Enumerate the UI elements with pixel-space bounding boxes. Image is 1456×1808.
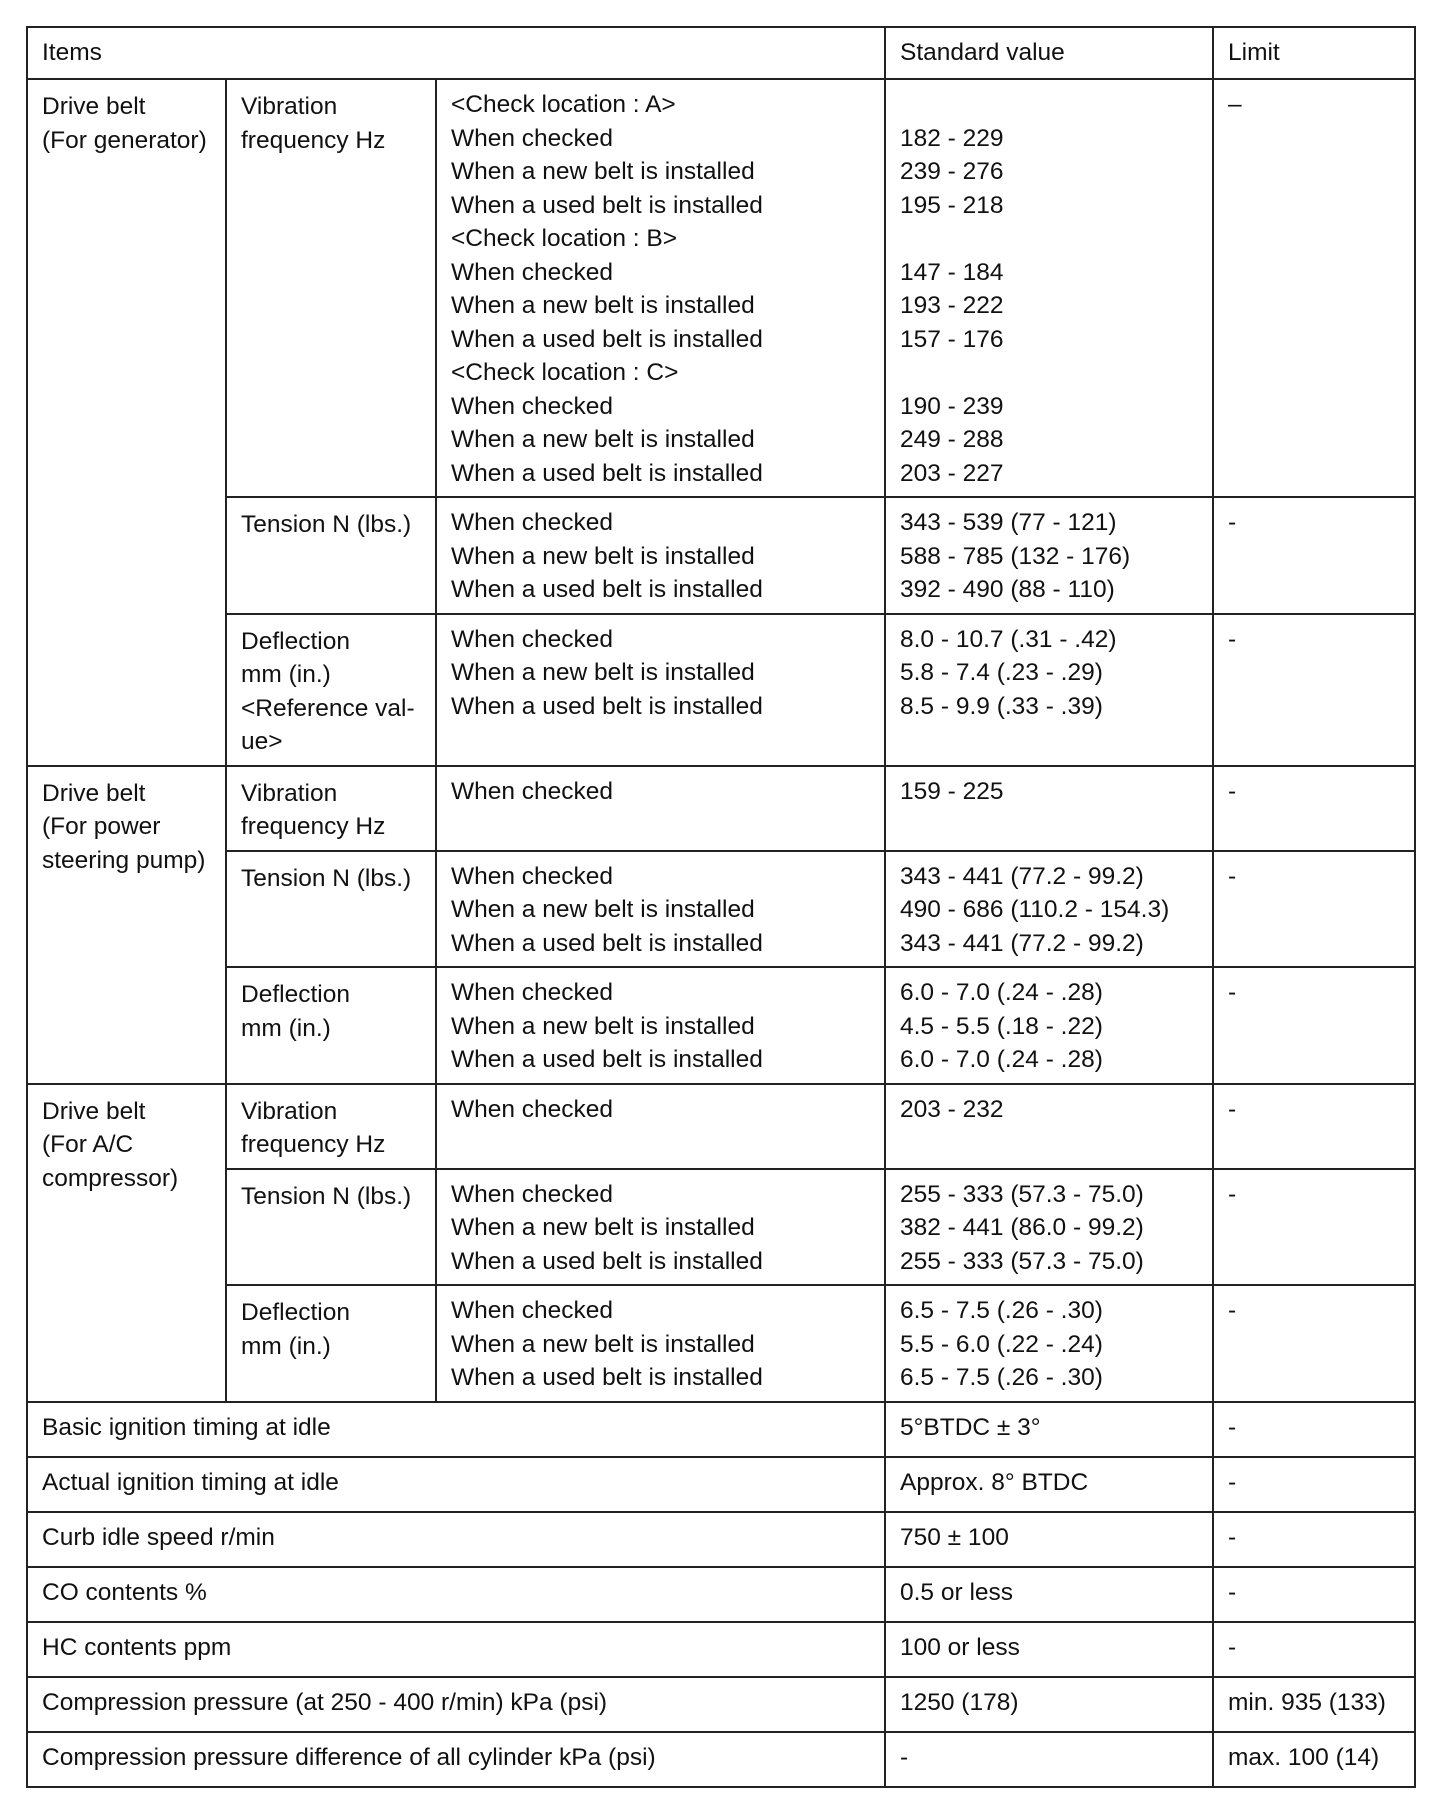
condition-text: When a used belt is installed bbox=[451, 1364, 763, 1391]
standard-value: 343 - 441 (77.2 - 99.2) bbox=[900, 929, 1144, 957]
condition-text: When checked bbox=[451, 392, 614, 420]
limit-value: max. 100 (14) bbox=[1213, 1732, 1415, 1787]
standard-value: 6.0 - 7.0 (.24 - .28) bbox=[900, 979, 1103, 1006]
parameter-name: Deflection mm (in.) bbox=[226, 1285, 436, 1402]
standard-value: 6.0 - 7.0 (.24 - .28) bbox=[900, 1046, 1103, 1073]
condition-text: When checked bbox=[451, 625, 614, 653]
standard-value-list bbox=[885, 79, 1213, 497]
standard-value: 8.0 - 10.7 (.31 - .42) bbox=[900, 625, 1117, 653]
limit-value: - bbox=[1213, 497, 1415, 614]
standard-value: 100 or less bbox=[885, 1622, 1213, 1677]
standard-value-list bbox=[885, 1084, 1213, 1169]
spec-row bbox=[27, 1622, 1415, 1677]
standard-value: 343 - 441 (77.2 - 99.2) bbox=[900, 862, 1144, 890]
parameter-name: Tension N (lbs.) bbox=[226, 851, 436, 968]
standard-value-list bbox=[885, 967, 1213, 1084]
condition-text: When checked bbox=[451, 777, 614, 805]
standard-value: 203 - 227 bbox=[900, 459, 1004, 487]
standard-value: 750 ± 100 bbox=[885, 1512, 1213, 1567]
condition-list bbox=[436, 497, 885, 614]
standard-value-list bbox=[885, 851, 1213, 968]
standard-value: 147 - 184 bbox=[900, 258, 1004, 286]
condition-text: When checked bbox=[451, 862, 614, 890]
standard-value: 255 - 333 (57.3 - 75.0) bbox=[900, 1247, 1144, 1275]
parameter-name: Tension N (lbs.) bbox=[226, 1169, 436, 1286]
standard-value bbox=[900, 88, 1198, 122]
condition-text: When a used belt is installed bbox=[451, 191, 763, 219]
standard-value: 5°BTDC ± 3° bbox=[885, 1402, 1213, 1457]
standard-value: 255 - 333 (57.3 - 75.0) bbox=[900, 1180, 1144, 1208]
condition-list bbox=[436, 1169, 885, 1286]
condition-text: When a used belt is installed bbox=[451, 576, 763, 603]
limit-value: - bbox=[1213, 766, 1415, 851]
condition-text: <Check location : C> bbox=[451, 359, 679, 386]
spec-row bbox=[27, 1285, 1415, 1402]
standard-value: 1250 (178) bbox=[885, 1677, 1213, 1732]
spec-table-body bbox=[27, 27, 1415, 1787]
item-name: Drive belt (For A/C compressor) bbox=[27, 1084, 226, 1402]
spec-row bbox=[27, 1457, 1415, 1512]
parameter-name: Vibration frequency Hz bbox=[226, 79, 436, 497]
standard-value: 239 - 276 bbox=[900, 158, 1004, 185]
limit-value: – bbox=[1213, 79, 1415, 497]
standard-value: 4.5 - 5.5 (.18 - .22) bbox=[900, 1012, 1103, 1040]
parameter-name: Deflection mm (in.) <Reference val- ue> bbox=[226, 614, 436, 766]
condition-text: When checked bbox=[451, 979, 614, 1006]
spec-table bbox=[26, 26, 1416, 1788]
condition-text: When a new belt is installed bbox=[451, 1330, 755, 1358]
standard-value: 392 - 490 (88 - 110) bbox=[900, 576, 1115, 603]
condition-text: When a used belt is installed bbox=[451, 1046, 763, 1073]
limit-value: - bbox=[1213, 1512, 1415, 1567]
limit-value: min. 935 (133) bbox=[1213, 1677, 1415, 1732]
spec-row bbox=[27, 1677, 1415, 1732]
condition-list bbox=[436, 614, 885, 766]
spec-row bbox=[27, 967, 1415, 1084]
standard-value-list bbox=[885, 497, 1213, 614]
standard-value: 6.5 - 7.5 (.26 - .30) bbox=[900, 1364, 1103, 1391]
condition-text: When a used belt is installed bbox=[451, 459, 763, 487]
condition-text: When a used belt is installed bbox=[451, 325, 763, 353]
standard-value-list bbox=[885, 614, 1213, 766]
standard-value: 6.5 - 7.5 (.26 - .30) bbox=[900, 1297, 1103, 1324]
spec-row bbox=[27, 1567, 1415, 1622]
standard-value-list bbox=[885, 1169, 1213, 1286]
standard-value: 249 - 288 bbox=[900, 426, 1004, 453]
item-name: HC contents ppm bbox=[27, 1622, 885, 1677]
standard-value: 190 - 239 bbox=[900, 392, 1004, 420]
standard-value: 343 - 539 (77 - 121) bbox=[900, 509, 1117, 536]
standard-value: 8.5 - 9.9 (.33 - .39) bbox=[900, 692, 1103, 720]
spec-row bbox=[27, 1084, 1415, 1169]
item-name: Compression pressure difference of all cylinder kPa (psi) bbox=[27, 1732, 885, 1787]
condition-list bbox=[436, 1285, 885, 1402]
standard-value: - bbox=[885, 1732, 1213, 1787]
standard-value: 382 - 441 (86.0 - 99.2) bbox=[900, 1214, 1144, 1241]
limit-value: - bbox=[1213, 1567, 1415, 1622]
standard-value: 159 - 225 bbox=[900, 777, 1004, 805]
item-name: Drive belt (For power steering pump) bbox=[27, 766, 226, 1084]
condition-text: When checked bbox=[451, 258, 614, 286]
spec-row bbox=[27, 79, 1415, 497]
condition-text: When a new belt is installed bbox=[451, 158, 755, 185]
condition-text: When checked bbox=[451, 1180, 614, 1208]
standard-value: 5.8 - 7.4 (.23 - .29) bbox=[900, 659, 1103, 686]
condition-text: When a used belt is installed bbox=[451, 692, 763, 720]
standard-value bbox=[900, 356, 1198, 390]
standard-value-list bbox=[885, 766, 1213, 851]
condition-text: When a new belt is installed bbox=[451, 426, 755, 453]
condition-list bbox=[436, 1084, 885, 1169]
condition-text: When a new belt is installed bbox=[451, 542, 755, 570]
item-name: Actual ignition timing at idle bbox=[27, 1457, 885, 1512]
parameter-name: Vibration frequency Hz bbox=[226, 766, 436, 851]
standard-value: 195 - 218 bbox=[900, 191, 1004, 219]
item-name: CO contents % bbox=[27, 1567, 885, 1622]
parameter-name: Deflection mm (in.) bbox=[226, 967, 436, 1084]
condition-text: When checked bbox=[451, 124, 614, 152]
spec-row bbox=[27, 1402, 1415, 1457]
standard-value: 5.5 - 6.0 (.22 - .24) bbox=[900, 1330, 1103, 1358]
limit-value: - bbox=[1213, 1285, 1415, 1402]
condition-text: When a new belt is installed bbox=[451, 1214, 755, 1241]
condition-text: <Check location : B> bbox=[451, 225, 678, 252]
item-name: Drive belt (For generator) bbox=[27, 79, 226, 766]
item-name: Curb idle speed r/min bbox=[27, 1512, 885, 1567]
condition-text: When a used belt is installed bbox=[451, 1247, 763, 1275]
condition-list bbox=[436, 766, 885, 851]
spec-row bbox=[27, 851, 1415, 968]
standard-value-list bbox=[885, 1285, 1213, 1402]
parameter-name: Vibration frequency Hz bbox=[226, 1084, 436, 1169]
header-limit: Limit bbox=[1213, 27, 1415, 79]
condition-text: When a new belt is installed bbox=[451, 292, 755, 319]
condition-text: When checked bbox=[451, 509, 614, 536]
header-row bbox=[27, 27, 1415, 79]
standard-value: 157 - 176 bbox=[900, 325, 1004, 353]
condition-text: When a used belt is installed bbox=[451, 929, 763, 957]
item-name: Basic ignition timing at idle bbox=[27, 1402, 885, 1457]
spec-row bbox=[27, 1732, 1415, 1787]
limit-value: - bbox=[1213, 967, 1415, 1084]
condition-list bbox=[436, 79, 885, 497]
header-items: Items bbox=[27, 27, 885, 79]
header-standard-value: Standard value bbox=[885, 27, 1213, 79]
spec-row bbox=[27, 766, 1415, 851]
condition-list bbox=[436, 851, 885, 968]
limit-value: - bbox=[1213, 1457, 1415, 1512]
standard-value: 0.5 or less bbox=[885, 1567, 1213, 1622]
limit-value: - bbox=[1213, 1084, 1415, 1169]
spec-row bbox=[27, 1512, 1415, 1567]
condition-text: When checked bbox=[451, 1297, 614, 1324]
item-name: Compression pressure (at 250 - 400 r/min) kPa (psi) bbox=[27, 1677, 885, 1732]
standard-value: 193 - 222 bbox=[900, 292, 1004, 319]
limit-value: - bbox=[1213, 1402, 1415, 1457]
standard-value: Approx. 8° BTDC bbox=[885, 1457, 1213, 1512]
standard-value: 588 - 785 (132 - 176) bbox=[900, 542, 1131, 570]
limit-value: - bbox=[1213, 1622, 1415, 1677]
parameter-name: Tension N (lbs.) bbox=[226, 497, 436, 614]
spec-row bbox=[27, 1169, 1415, 1286]
standard-value bbox=[900, 222, 1198, 256]
condition-text: When a new belt is installed bbox=[451, 896, 755, 923]
condition-list bbox=[436, 967, 885, 1084]
spec-row bbox=[27, 497, 1415, 614]
condition-text: When a new belt is installed bbox=[451, 1012, 755, 1040]
limit-value: - bbox=[1213, 851, 1415, 968]
standard-value: 203 - 232 bbox=[900, 1095, 1004, 1123]
condition-text: When checked bbox=[451, 1095, 614, 1123]
condition-text: <Check location : A> bbox=[451, 91, 676, 118]
spec-row bbox=[27, 614, 1415, 766]
standard-value: 490 - 686 (110.2 - 154.3) bbox=[900, 896, 1170, 923]
standard-value: 182 - 229 bbox=[900, 124, 1004, 152]
limit-value: - bbox=[1213, 1169, 1415, 1286]
limit-value: - bbox=[1213, 614, 1415, 766]
condition-text: When a new belt is installed bbox=[451, 659, 755, 686]
